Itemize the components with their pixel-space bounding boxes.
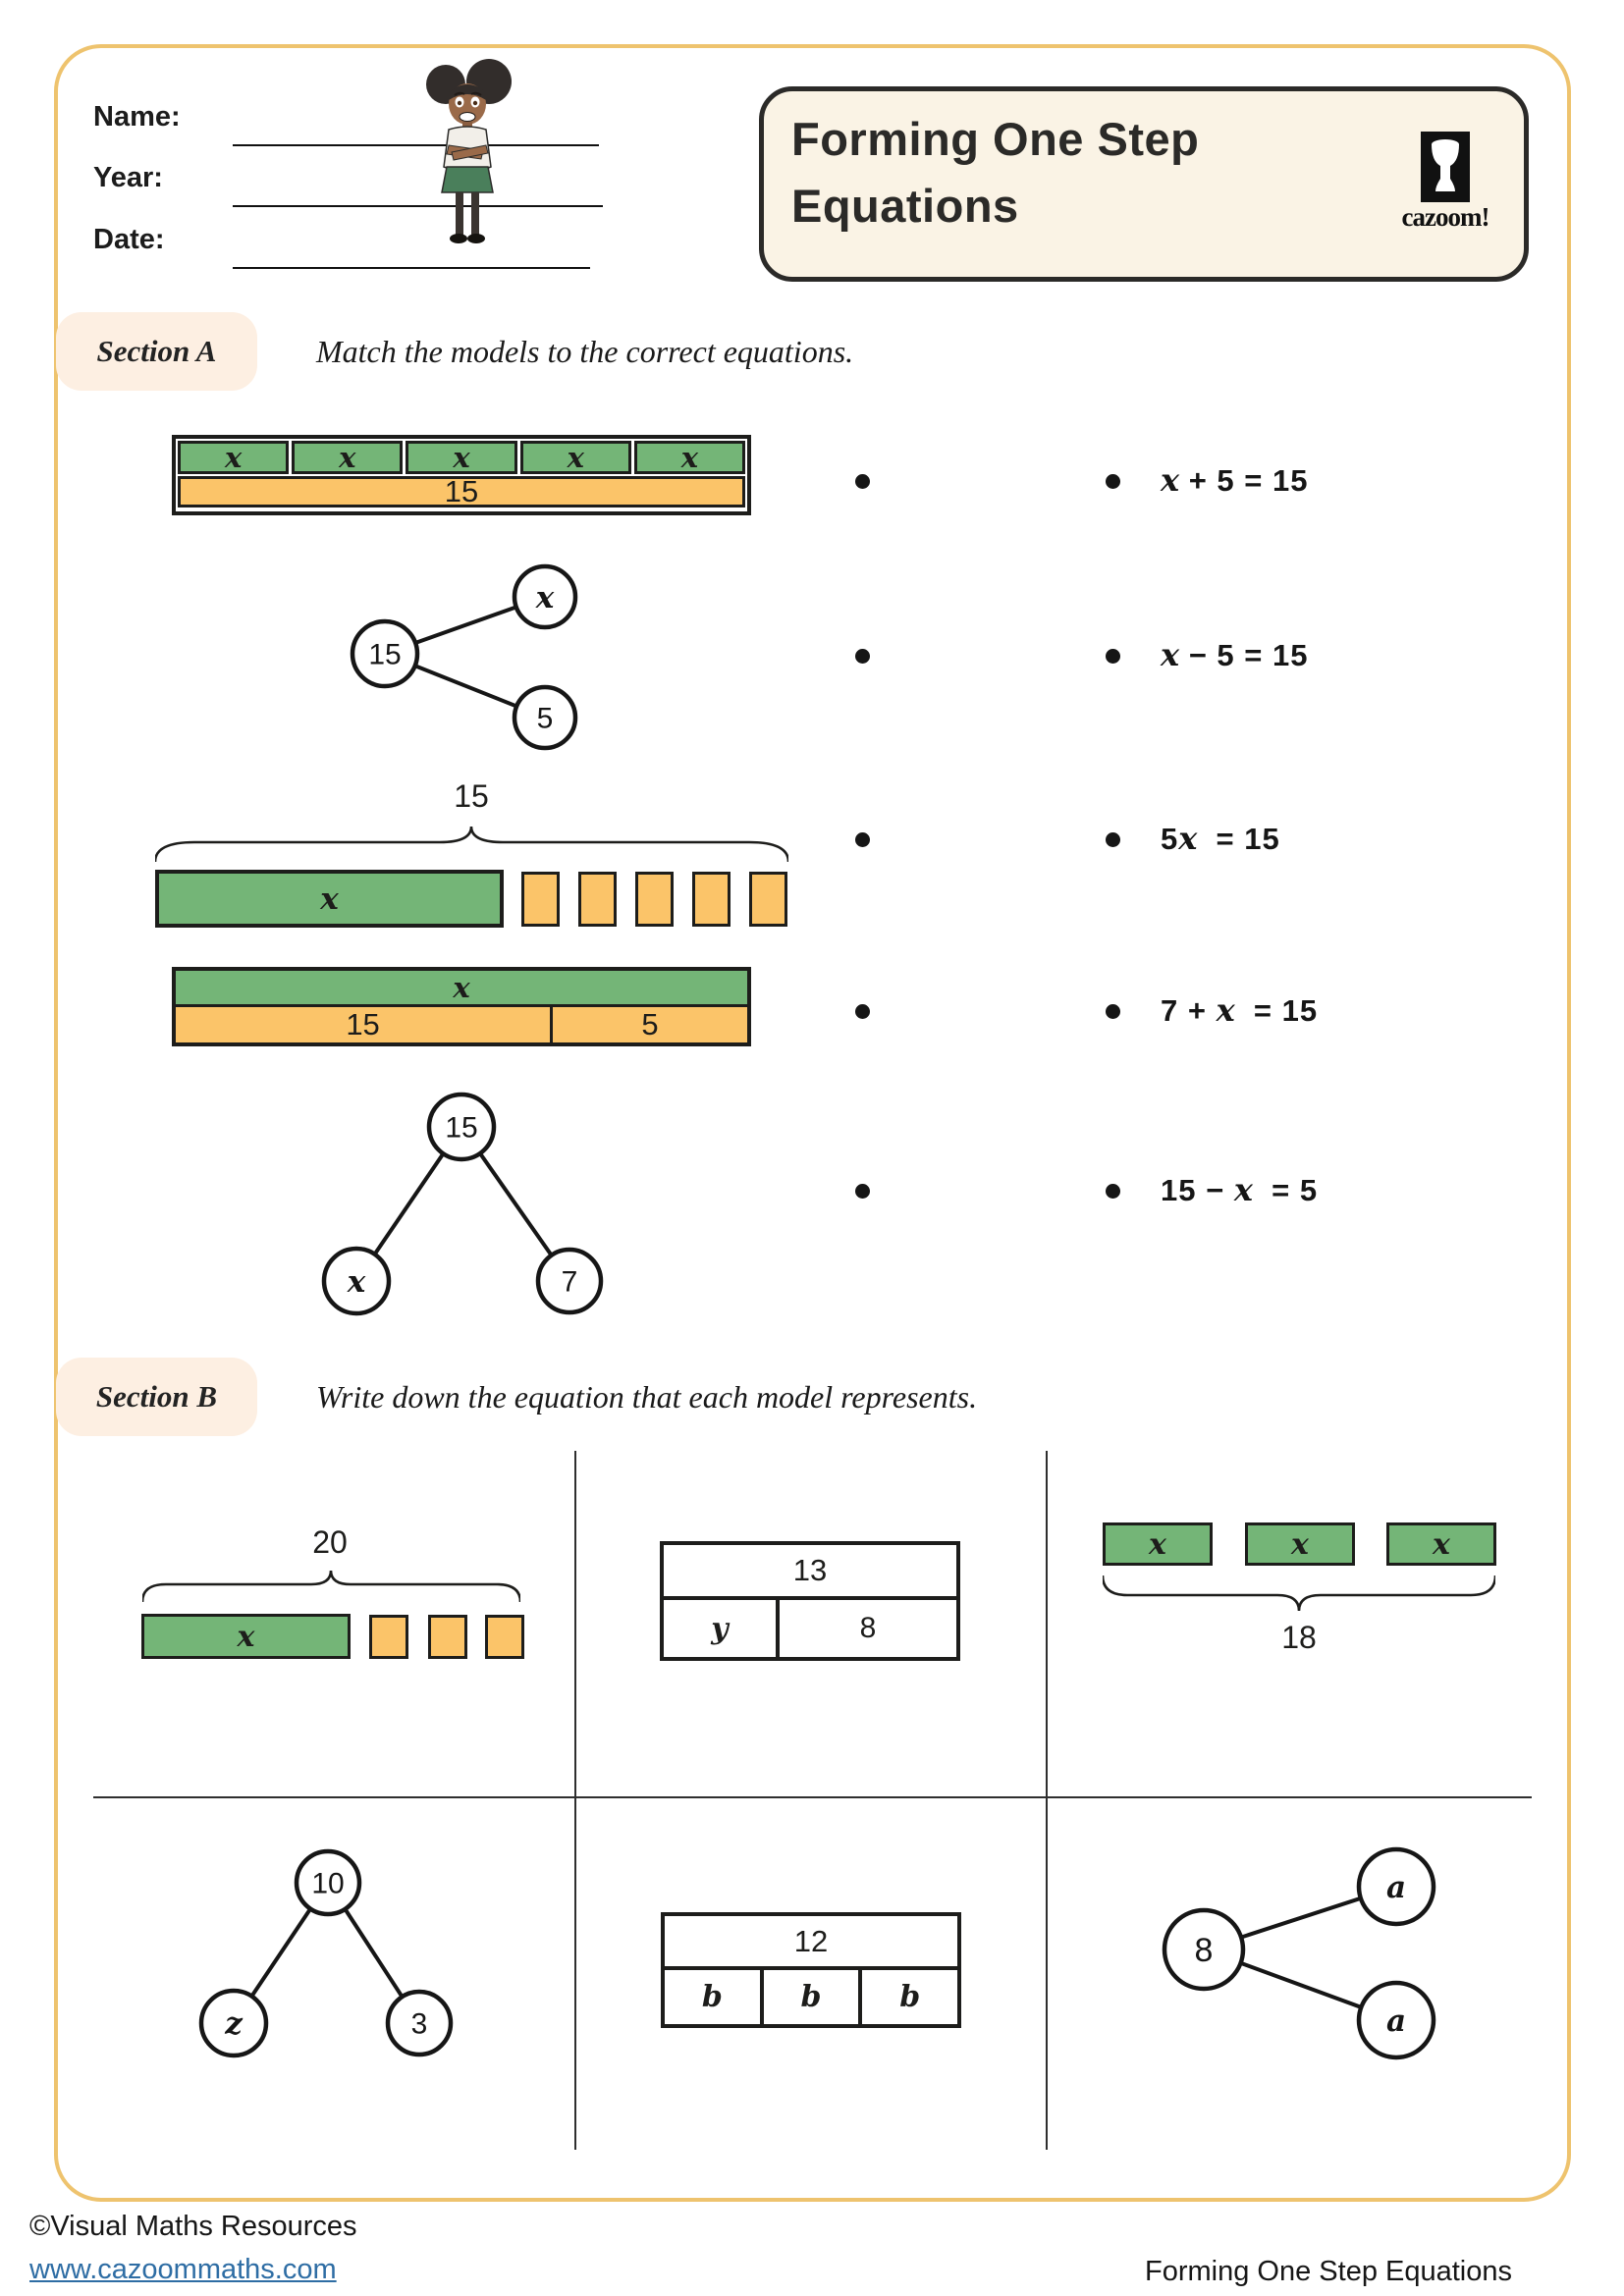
grid-divider-horizontal (93, 1796, 1532, 1798)
date-label: Date: (93, 224, 165, 255)
over-brace (142, 1571, 520, 1604)
part-variable: x (535, 580, 555, 615)
unit-square (428, 1615, 467, 1659)
year-label: Year: (93, 162, 163, 193)
date-field-line[interactable] (233, 267, 590, 269)
match-dot-right-3[interactable] (1106, 832, 1120, 847)
cazoom-logo-text: cazoom! (1401, 202, 1489, 232)
model-bar-5x-top-row (176, 439, 747, 476)
equation-rest: = 15 (1234, 993, 1319, 1028)
equation-rest: = 15 (1197, 822, 1280, 856)
x-cell: x (634, 441, 745, 474)
b-cell: b (665, 1970, 764, 2024)
b-cell: b (899, 1980, 921, 2014)
model-table-12-bbb (661, 1912, 961, 2028)
x-cell: x (520, 441, 631, 474)
name-label: Name: (93, 101, 181, 133)
model-table-13-y-8 (660, 1541, 960, 1661)
part-value: 5 (536, 702, 554, 735)
part-variable: x (347, 1264, 366, 1300)
match-dot-right-1[interactable] (1106, 474, 1120, 489)
model-tree-15-x-7 (314, 1088, 609, 1318)
worksheet-title-line1: Forming One Step (791, 113, 1200, 165)
equation-pre: 5 (1161, 822, 1179, 856)
footer-url-link[interactable]: www.cazoommaths.com (29, 2254, 337, 2285)
student-illustration (418, 59, 518, 247)
equation-option-1 (1161, 461, 1308, 499)
section-a-instruction: Match the models to the correct equations. (316, 334, 854, 369)
unit-square (692, 872, 731, 927)
unit-square (369, 1615, 408, 1659)
part-variable: z (225, 2006, 243, 2042)
match-dot-left-1[interactable] (855, 474, 870, 489)
model-tree-10-z-3 (187, 1843, 471, 2059)
section-b-label: Section B (95, 1379, 218, 1414)
section-b-pill (56, 1358, 257, 1436)
model-bar-bottom-row (176, 1007, 747, 1042)
unit-square (635, 872, 674, 927)
unit-square (521, 872, 560, 927)
part-15-cell: 15 (176, 1007, 553, 1042)
x-bar: x (176, 971, 747, 1007)
x-cell: x (292, 441, 403, 474)
model-bar-5x (172, 435, 751, 515)
whole-value: 15 (445, 1111, 478, 1145)
match-dot-left-5[interactable] (855, 1184, 870, 1199)
total-cell: 15 (178, 476, 745, 507)
section-a-pill (56, 312, 257, 391)
equation-option-4 (1161, 991, 1318, 1029)
equation-rest: + 5 = 15 (1179, 463, 1309, 498)
over-brace (155, 827, 788, 864)
value-cell: 8 (859, 1612, 877, 1644)
drum-icon (1425, 135, 1466, 198)
match-dot-left-2[interactable] (855, 649, 870, 664)
total-cell: 13 (664, 1545, 956, 1600)
match-dot-left-4[interactable] (855, 1004, 870, 1019)
equation-option-3 (1161, 820, 1280, 857)
equation-pre: 15 − (1161, 1173, 1234, 1207)
model-bar-x-15-5 (172, 967, 751, 1046)
part-variable: a (1385, 2003, 1407, 2039)
match-dot-right-5[interactable] (1106, 1184, 1120, 1199)
whole-value: 15 (368, 638, 402, 671)
section-a-label: Section A (96, 334, 217, 368)
equation-rest: − 5 = 15 (1179, 638, 1309, 672)
name-field-line[interactable] (233, 144, 599, 146)
equation-option-5 (1161, 1171, 1318, 1208)
footer-copyright: ©Visual Maths Resources (29, 2211, 357, 2242)
x-cell: x (406, 441, 516, 474)
part-value: 7 (561, 1265, 578, 1299)
x-box: x (1386, 1522, 1496, 1566)
brace-total: 15 (454, 778, 489, 814)
equation-option-2 (1161, 636, 1308, 673)
match-dot-right-4[interactable] (1106, 1004, 1120, 1019)
equation-variable: x (1178, 820, 1198, 857)
part-variable: a (1385, 1870, 1407, 1905)
match-dot-right-2[interactable] (1106, 649, 1120, 664)
brace-total: 20 (312, 1524, 348, 1560)
x-box: x (1245, 1522, 1355, 1566)
unit-square (749, 872, 787, 927)
whole-value: 8 (1194, 1932, 1214, 1969)
x-box: x (1103, 1522, 1213, 1566)
unit-square (485, 1615, 524, 1659)
brace-total: 18 (1281, 1620, 1317, 1655)
under-brace (1103, 1575, 1495, 1611)
x-cell: x (178, 441, 289, 474)
variable-cell: y (664, 1600, 780, 1657)
equation-variable: x (1161, 636, 1180, 673)
cazoom-logo (1421, 132, 1470, 202)
x-bar: x (155, 870, 504, 928)
footer-worksheet-title: Forming One Step Equations (1145, 2256, 1512, 2287)
b-cell: b (764, 1970, 863, 2024)
part-5-cell: 5 (553, 1007, 747, 1042)
worksheet-title-line2: Equations (791, 180, 1019, 232)
grid-divider-vertical-2 (1046, 1451, 1048, 2150)
equation-pre: 7 + (1161, 993, 1217, 1028)
section-b-instruction: Write down the equation that each model represents. (316, 1379, 978, 1415)
model-circles-8-a-a (1159, 1838, 1453, 2063)
total-cell: 12 (665, 1916, 957, 1970)
equation-variable: x (1233, 1171, 1253, 1208)
part-value: 3 (410, 2007, 428, 2041)
match-dot-left-3[interactable] (855, 832, 870, 847)
equation-variable: x (1161, 461, 1180, 499)
equation-rest: = 5 (1252, 1173, 1319, 1207)
equation-variable: x (1216, 991, 1235, 1029)
unit-square (578, 872, 617, 927)
x-bar: x (141, 1614, 351, 1659)
grid-divider-vertical-1 (574, 1451, 576, 2150)
model-circles-15-x-5 (324, 560, 579, 756)
whole-value: 10 (311, 1867, 345, 1900)
